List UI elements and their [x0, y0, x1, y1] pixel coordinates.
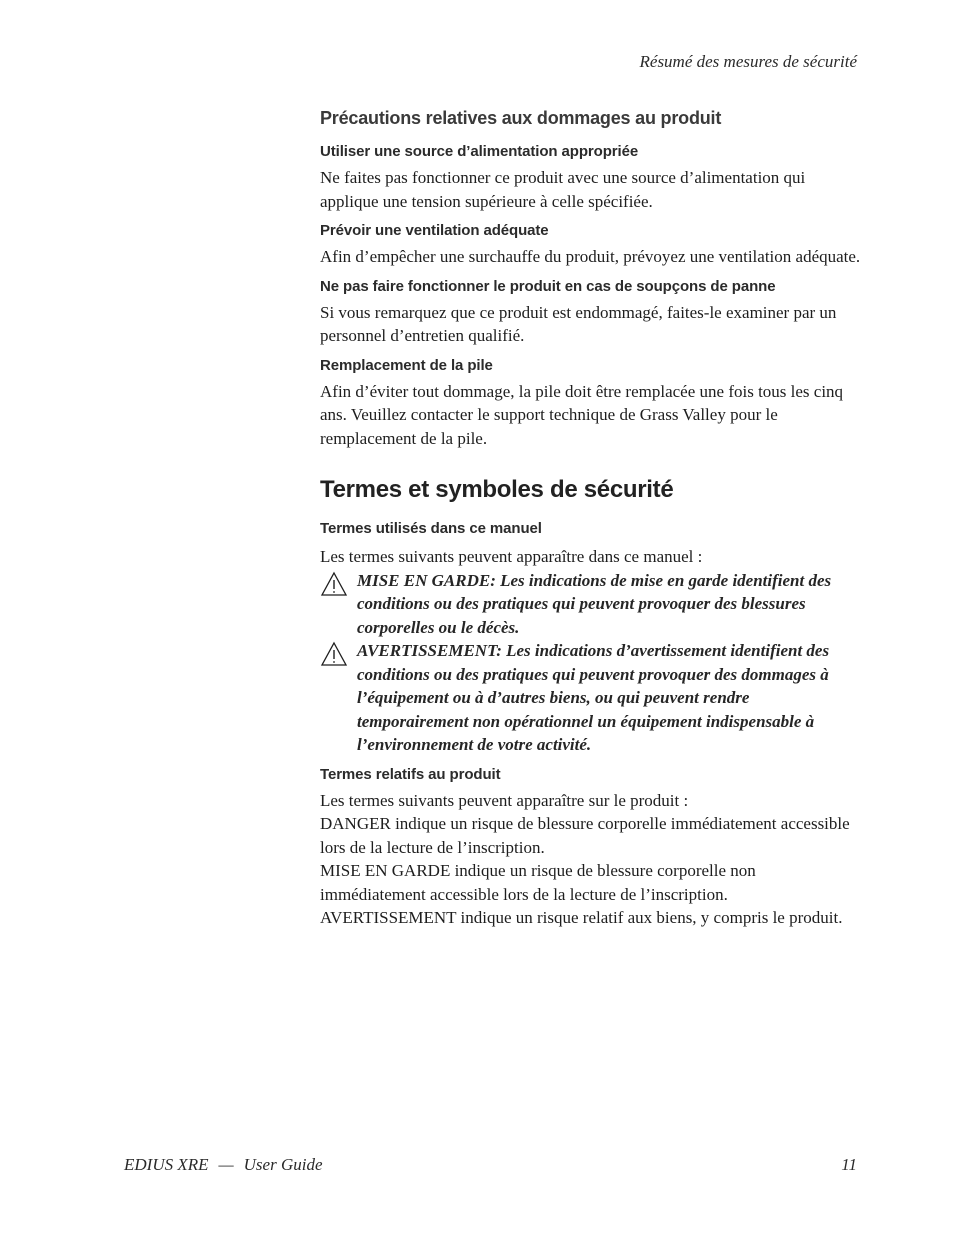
page-number: 11 [841, 1155, 857, 1174]
battery-text: Afin d’éviter tout dommage, la pile doit être remplacée une fois tous les cinq ans. Veuillez contacter le support technique de Grass Valley pour le remplacement de la pile. [320, 381, 844, 448]
product-terms-warning: AVERTISSEMENT indique un risque relatif aux biens, y compris le produit. [320, 908, 843, 927]
power-source-heading: Utiliser une source d’alimentation appropriée [320, 143, 639, 160]
power-source-text: Ne faites pas fonctionner ce produit avec une source d’alimentation qui applique une tension supérieure à celle spécifiée. [320, 168, 806, 211]
product-terms-intro: Les termes suivants peuvent apparaître sur le produit : [320, 790, 689, 810]
running-header: Résumé des mesures de sécurité [639, 52, 857, 71]
caution-notice-text: MISE EN GARDE: Les indications de mise en garde identifient des conditions ou des pratiques qui peuvent provoquer des blessures corporelles ou le décès. [357, 570, 832, 637]
warning-notice-text: AVERTISSEMENT: Les indications d’avertissement identifient des conditions ou des pratiques qui peuvent provoquer des dommages à l’équipement ou à d’autres biens, ou qui peuvent rendre temporairement non opérationnel un équipement indispensable à l’environnement de votre activité. [357, 641, 830, 754]
manual-terms-intro: Les termes suivants peuvent apparaître dans ce manuel : [320, 547, 703, 566]
product-terms-heading: Termes relatifs au produit [320, 765, 501, 783]
footer-guide: User Guide [243, 1155, 323, 1174]
ventilation-text: Afin d’empêcher une surchauffe du produit, prévoyez une ventilation adéquate. [320, 247, 861, 266]
footer-title [124, 1155, 323, 1175]
suspected-failure-text: Si vous remarquez que ce produit est endommagé, faites-le examiner par un personnel d’entretien qualifié. [320, 302, 837, 345]
page-content [320, 108, 865, 930]
terms-section-title: Termes et symboles de sécurité [320, 476, 674, 503]
ventilation-heading: Prévoir une ventilation adéquate [320, 222, 549, 239]
precautions-title: Précautions relatives aux dommages au produit [320, 108, 722, 128]
suspected-failure-heading: Ne pas faire fonctionner le produit en cas de soupçons de panne [320, 277, 776, 295]
footer-separator: — [218, 1155, 234, 1174]
manual-terms-heading: Termes utilisés dans ce manuel [320, 520, 542, 537]
product-terms-caution: MISE EN GARDE indique un risque de blessure corporelle non immédiatement accessible lors de la lecture de l’inscription. [320, 861, 756, 904]
caution-notice [320, 569, 865, 640]
warning-triangle-icon [320, 569, 357, 597]
product-terms-danger: DANGER indique un risque de blessure corporelle immédiatement accessible lors de la lecture de l’inscription. [320, 814, 850, 857]
footer-product: EDIUS XRE [124, 1155, 209, 1174]
warning-triangle-icon [320, 639, 357, 667]
battery-heading: Remplacement de la pile [320, 356, 493, 374]
warning-notice [320, 639, 865, 757]
